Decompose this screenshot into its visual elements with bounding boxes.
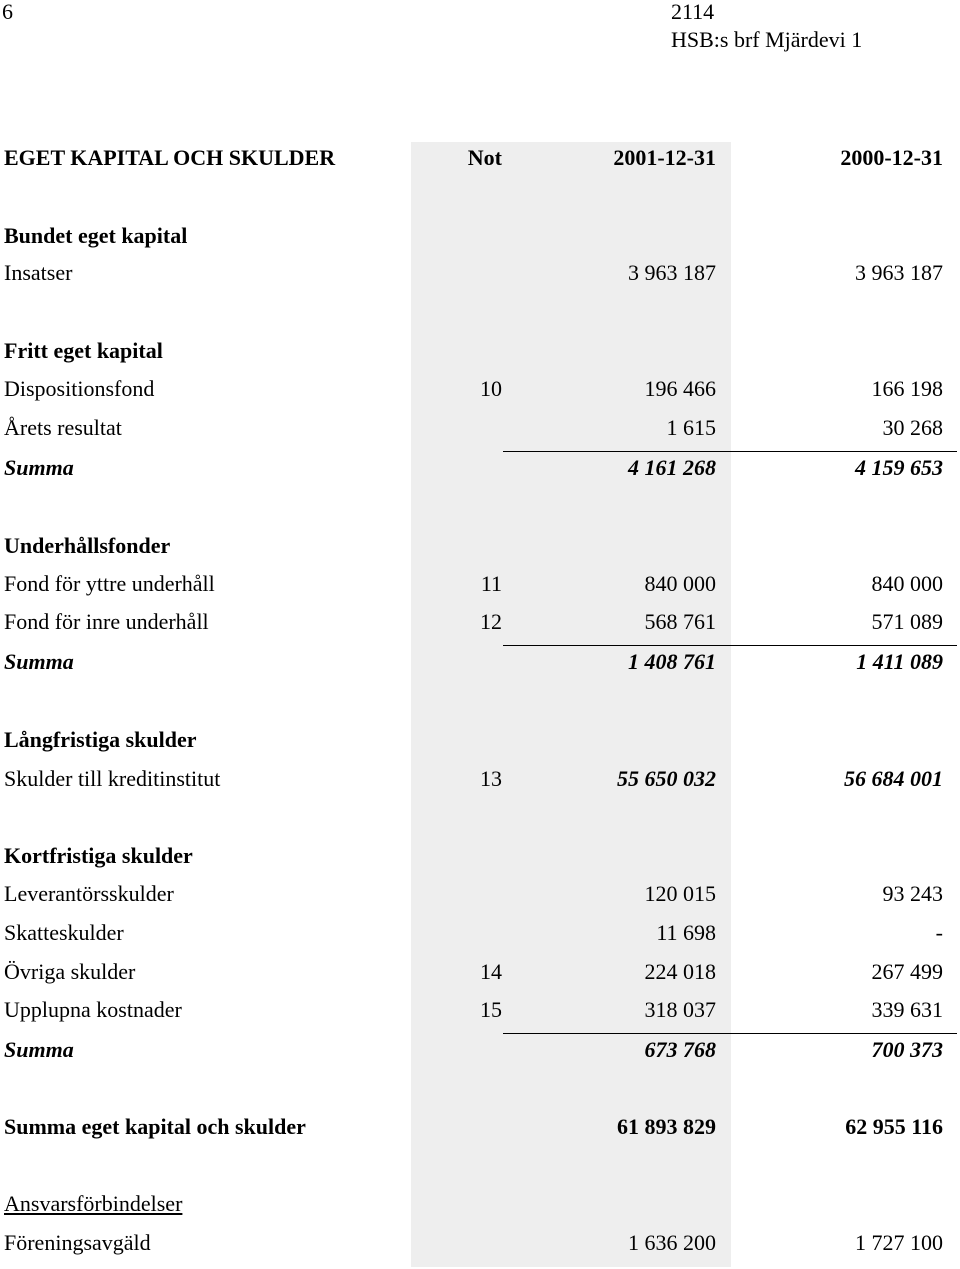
section-heading: Underhållsfonder <box>4 533 171 558</box>
table-row: Föreningsavgäld 1 636 200 1 727 100 <box>4 1230 943 1255</box>
note-column-header: Not <box>467 145 502 170</box>
table-row: Skatteskulder 11 698 - <box>4 920 943 945</box>
subtotal-rule <box>503 1033 957 1034</box>
section-heading: Fritt eget kapital <box>4 338 163 363</box>
table-row: Upplupna kostnader 15 318 037 339 631 <box>4 997 943 1022</box>
page-number: 6 <box>2 0 13 24</box>
table-row: Fond för inre underhåll 12 568 761 571 089 <box>4 609 943 634</box>
subtotal-rule <box>503 451 957 452</box>
table-row: Insatser 3 963 187 3 963 187 <box>4 260 943 285</box>
current-year-column-shading <box>411 142 731 1267</box>
summa-row: Summa 1 408 761 1 411 089 <box>4 649 943 674</box>
table-row: Fond för yttre underhåll 11 840 000 840 000 <box>4 571 943 596</box>
table-row: Övriga skulder 14 224 018 267 499 <box>4 959 943 984</box>
summa-row: Summa 673 768 700 373 <box>4 1037 943 1062</box>
subtotal-rule <box>503 645 957 646</box>
section-heading: Långfristiga skulder <box>4 727 197 752</box>
table-row: Dispositionsfond 10 196 466 166 198 <box>4 376 943 401</box>
section-heading: Bundet eget kapital <box>4 223 188 248</box>
table-row: Leverantörsskulder 120 015 93 243 <box>4 881 943 906</box>
table-header <box>0 143 960 173</box>
summa-row: Summa 4 161 268 4 159 653 <box>4 455 943 480</box>
column-header-2001: 2001-12-31 <box>613 145 716 170</box>
section-heading: Kortfristiga skulder <box>4 843 193 868</box>
organization-name: HSB:s brf Mjärdevi 1 <box>671 27 863 52</box>
table-title: EGET KAPITAL OCH SKULDER <box>4 145 336 170</box>
column-header-2000: 2000-12-31 <box>840 145 943 170</box>
table-row: Skulder till kreditinstitut 13 55 650 032 56 684 001 <box>4 766 943 791</box>
table-row: Årets resultat 1 615 30 268 <box>4 415 943 440</box>
document-id: 2114 <box>671 0 715 24</box>
section-heading: Ansvarsförbindelser <box>4 1191 183 1216</box>
grand-total-row: Summa eget kapital och skulder 61 893 829 62 955 116 <box>4 1114 943 1139</box>
